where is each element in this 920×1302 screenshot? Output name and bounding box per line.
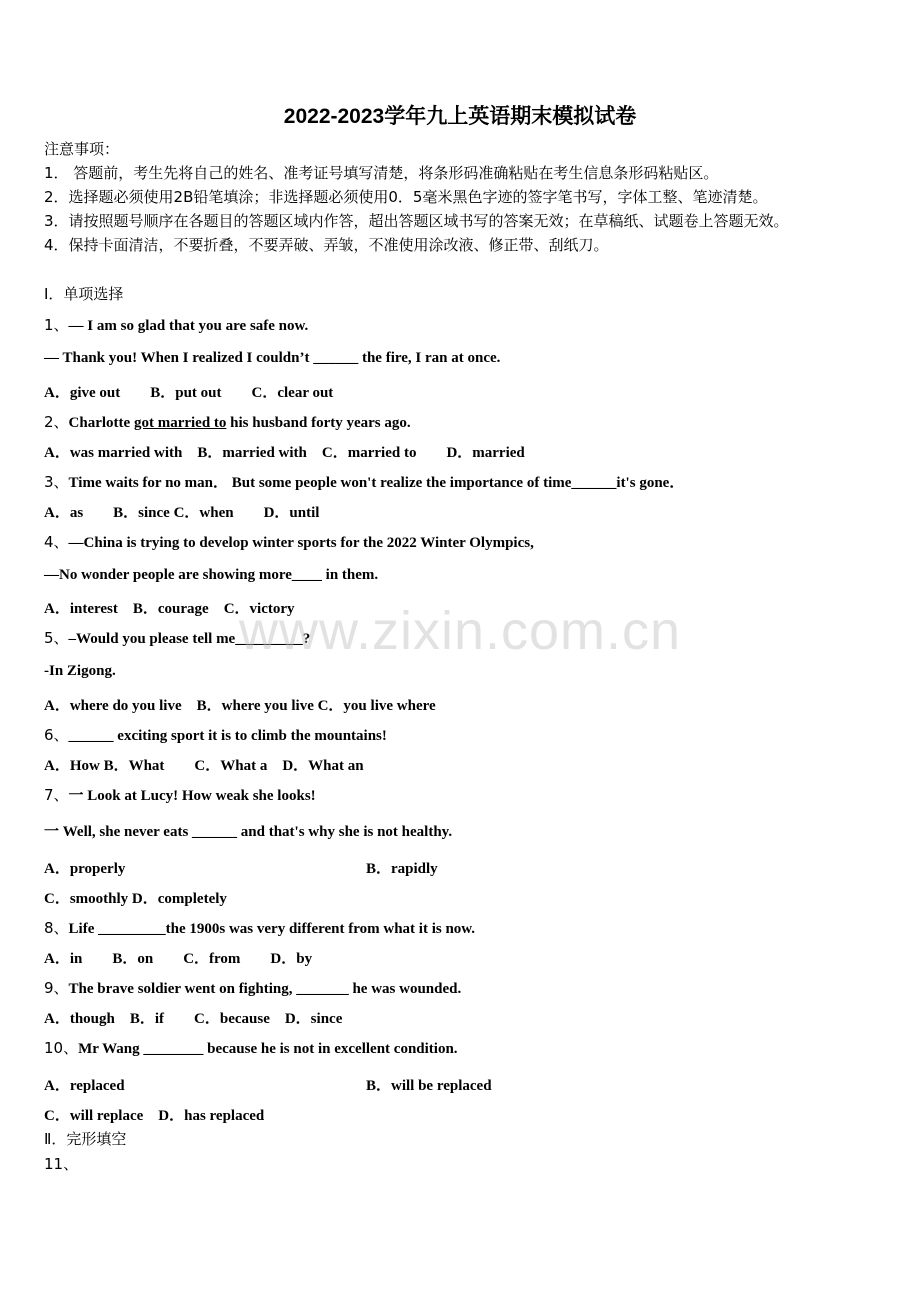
question-7-options-row1 [44, 857, 438, 878]
notes-item: 1． 答题前，考生先将自己的姓名、准考证号填写清楚，将条形码准确粘贴在考生信息条形码粘贴区。 [44, 164, 719, 182]
question-stem: — I am so glad that you are safe now. [68, 318, 309, 334]
question-11-number: 11、 [44, 1155, 79, 1173]
question-stem-post: his husband forty years ago. [226, 415, 411, 431]
section-heading-single-choice: Ⅰ．单项选择 [44, 285, 124, 303]
question-1-options: A．give out B．put out C．clear out [44, 385, 334, 401]
notes-block [44, 137, 789, 257]
question-1 [44, 314, 308, 335]
question-number: 7、 [44, 786, 69, 804]
question-4-options: A．interest B．courage C．victory [44, 601, 295, 617]
question-2-options: A．was married with B．married with C．married to D．married [44, 445, 525, 461]
notes-item: 4．保持卡面清洁，不要折叠，不要弄破、弄皱，不准使用涂改液、修正带、刮纸刀。 [44, 236, 609, 254]
notes-item: 2．选择题必须使用2B铅笔填涂；非选择题必须使用0．5毫米黑色字迹的签字笔书写，字体工整、笔迹清楚。 [44, 188, 768, 206]
question-stem: Mr Wang ________ because he is not in excellent condition. [78, 1041, 458, 1057]
question-10-options-row1 [44, 1074, 492, 1095]
page-title: 2022-2023学年九上英语期末模拟试卷 [283, 105, 637, 128]
question-number: 3、 [44, 473, 69, 491]
question-stem-pre: Charlotte [68, 415, 134, 431]
question-stem: —China is trying to develop winter sports for the 2022 Winter Olympics, [68, 535, 534, 551]
question-number: 8、 [44, 919, 69, 937]
question-9 [44, 977, 461, 998]
option-b: B．will be replaced [366, 1078, 492, 1094]
question-8 [44, 917, 475, 938]
question-8-options: A．in B．on C．from D．by [44, 951, 313, 967]
question-number: 4、 [44, 533, 69, 551]
question-number: 5、 [44, 629, 69, 647]
question-3 [44, 471, 684, 492]
question-10-options-row2: C．will replace D．has replaced [44, 1108, 265, 1124]
underlined-phrase: got married to [133, 415, 227, 431]
watermark: www.zixin.com.cn [238, 601, 682, 661]
option-a: A．replaced [44, 1078, 125, 1094]
question-stem: ______ exciting sport it is to climb the mountains! [68, 728, 387, 744]
question-number: 9、 [44, 979, 69, 997]
question-7 [44, 784, 316, 805]
question-6 [44, 724, 387, 745]
option-b: B．rapidly [366, 861, 438, 877]
question-7-options-row2: C．smoothly D．completely [44, 891, 227, 907]
question-6-options: A．How B．What C．What a D．What an [44, 758, 364, 774]
notes-heading: 注意事项： [44, 140, 120, 158]
question-stem: Life _________the 1900s was very different from what it is now. [68, 921, 476, 937]
section-heading-cloze: Ⅱ．完形填空 [44, 1130, 127, 1148]
question-10 [44, 1037, 458, 1058]
question-4-response: —No wonder people are showing more____ in them. [44, 567, 379, 583]
question-4 [44, 531, 534, 552]
question-stem: Time waits for no man． But some people won't realize the importance of time______it's gone． [68, 475, 685, 491]
question-stem: The brave soldier went on fighting, _______ he was wounded. [68, 981, 462, 997]
question-number: 10、 [44, 1039, 79, 1057]
question-1-response: — Thank you! When I realized I couldn’t ______ the fire, I ran at once. [44, 350, 501, 366]
question-number: 6、 [44, 726, 69, 744]
question-5 [44, 627, 310, 648]
question-2 [44, 411, 411, 432]
question-3-options: A．as B．since C．when D．until [44, 505, 320, 521]
question-number: 2、 [44, 413, 69, 431]
option-a: A．properly [44, 861, 126, 877]
question-stem: –Would you please tell me_________? [68, 631, 311, 647]
question-7-response: 一 Well, she never eats ______ and that's why she is not healthy. [44, 824, 453, 840]
question-stem: 一 Look at Lucy! How weak she looks! [68, 788, 316, 804]
question-number: 1、 [44, 316, 69, 334]
question-5-options: A．where do you live B．where you live C．you live where [44, 698, 436, 714]
question-5-response: -In Zigong. [44, 663, 116, 679]
question-9-options: A．though B．if C．because D．since [44, 1011, 343, 1027]
notes-item: 3．请按照题号顺序在各题目的答题区域内作答，超出答题区域书写的答案无效；在草稿纸、试题卷上答题无效。 [44, 212, 789, 230]
